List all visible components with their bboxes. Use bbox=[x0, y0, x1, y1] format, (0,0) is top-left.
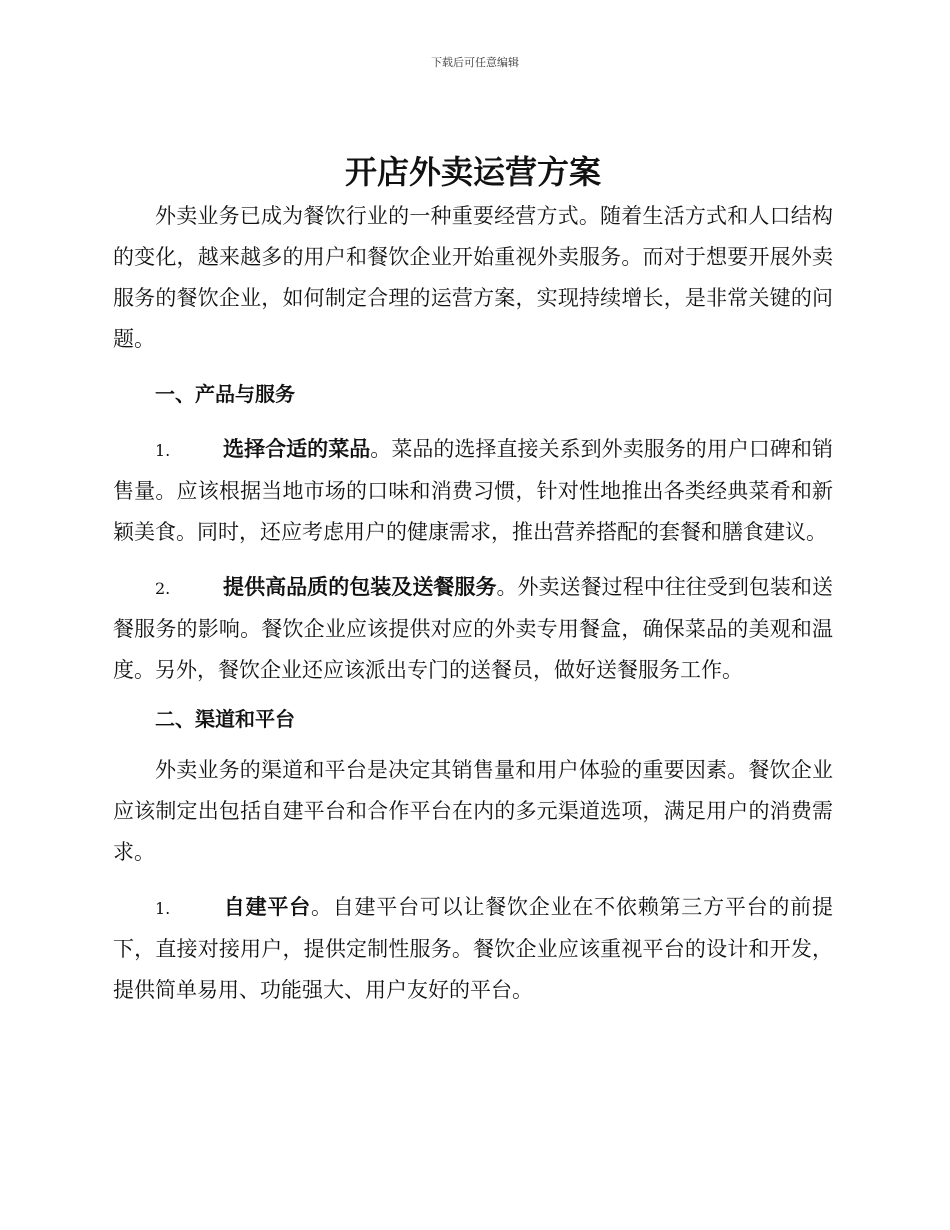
document-body bbox=[113, 148, 833, 1011]
list-item-lead: 选择合适的菜品 bbox=[223, 437, 371, 461]
list-item-text: 。自建平台可以让餐饮企业在不依赖第三方平台的前提下，直接对接用户，提供定制性服务。餐饮企业应该重视平台的设计和开发，提供简单易用、功能强大、用户友好的平台。 bbox=[113, 895, 834, 1002]
section-heading-products: 一、产品与服务 bbox=[155, 382, 295, 406]
list-item-text: 。外卖送餐过程中往往受到包装和送餐服务的影响。餐饮企业应该提供对应的外卖专用餐盒，确保菜品的美观和温度。另外，餐饮企业还应该派出专门的送餐员，做好送餐服务工作。 bbox=[113, 575, 834, 682]
list-number: 1. bbox=[155, 441, 171, 460]
list-number: 2. bbox=[155, 579, 171, 598]
list-item bbox=[113, 429, 833, 553]
channels-intro-paragraph: 外卖业务的渠道和平台是决定其销售量和用户体验的重要因素。餐饮企业应该制定出包括自建平台和合作平台在内的多元渠道选项，满足用户的消费需求。 bbox=[113, 758, 833, 864]
list-item bbox=[113, 567, 833, 691]
list-number: 1. bbox=[155, 899, 171, 918]
document-title: 开店外卖运营方案 bbox=[344, 153, 601, 191]
list-item-lead: 自建平台 bbox=[223, 895, 311, 919]
intro-paragraph: 外卖业务已成为餐饮行业的一种重要经营方式。随着生活方式和人口结构的变化，越来越多的用户和餐饮企业开始重视外卖服务。而对于想要开展外卖服务的餐饮企业，如何制定合理的运营方案，实现持续增长，是非常关键的问题。 bbox=[113, 204, 833, 351]
section-heading-channels: 二、渠道和平台 bbox=[155, 707, 295, 731]
page-header-note: 下载后可任意编辑 bbox=[431, 56, 519, 69]
list-item bbox=[113, 887, 833, 1011]
list-item-text: 。菜品的选择直接关系到外卖服务的用户口碑和销售量。应该根据当地市场的口味和消费习惯，针对性地推出各类经典菜肴和新颖美食。同时，还应考虑用户的健康需求，推出营养搭配的套餐和膳食建议。 bbox=[113, 437, 834, 544]
list-item-lead: 提供高品质的包装及送餐服务 bbox=[223, 575, 497, 599]
